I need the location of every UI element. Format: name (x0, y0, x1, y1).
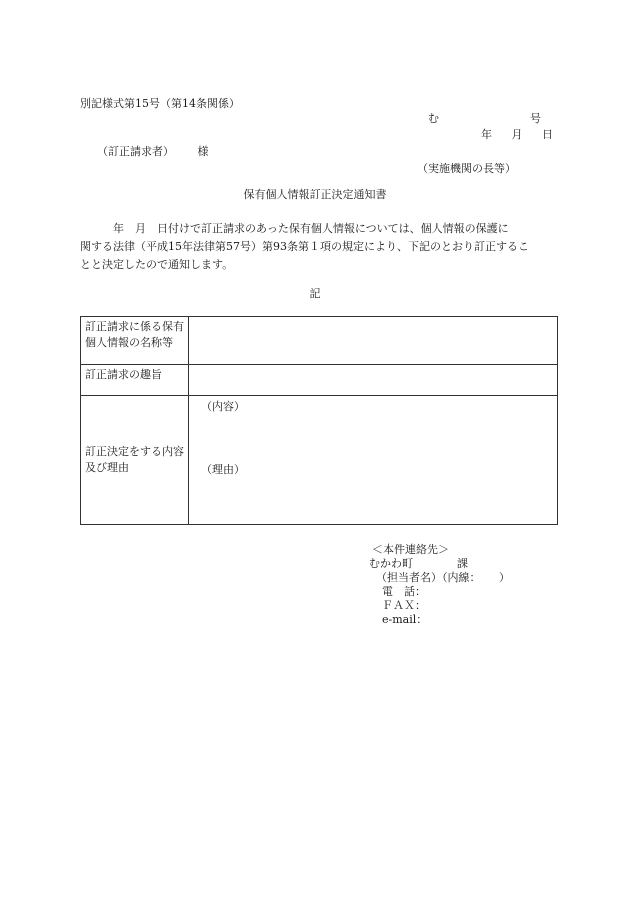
contact-block (369, 543, 510, 627)
date-line (481, 128, 553, 142)
contact-town-line (369, 557, 510, 571)
contact-person: （担当者名）（内線： (376, 571, 475, 584)
date-month: 月 (511, 128, 523, 141)
honorific: 様 (197, 145, 209, 158)
body-line-2: 関する法律（平成15年法律第57号）第93条第１項の規定により、下記のとおり訂正するこ (80, 240, 529, 253)
row1-label: 訂正請求に係る保有個人情報の名称等 (81, 317, 189, 365)
form-number-label: 別記様式第15号（第14条関係） (80, 97, 240, 110)
contact-fax: ＦＡＸ： (382, 599, 426, 612)
number-suffix: 号 (530, 112, 541, 125)
number-prefix: む (428, 112, 439, 125)
body-paragraph (80, 220, 550, 274)
content-label: （内容） (201, 400, 245, 413)
addressee: （訂正請求者） (97, 145, 174, 158)
date-day: 日 (542, 128, 553, 141)
contact-section: 課 (457, 557, 468, 570)
table-row (81, 365, 558, 396)
contact-heading: ＜本件連絡先＞ (372, 543, 449, 556)
addressee-line (97, 145, 209, 159)
body-line-3: とと決定したので通知します。 (80, 258, 234, 271)
row3-label: 訂正決定をする内容及び理由 (81, 396, 189, 525)
contact-extension-close: ） (499, 571, 510, 584)
contact-email: e-mail： (382, 613, 428, 626)
decision-table (80, 316, 558, 525)
contact-phone: 電 話： (382, 585, 426, 598)
table-row (81, 317, 558, 365)
contact-town: むかわ町 (369, 557, 413, 570)
document-title: 保有個人情報訂正決定通知書 (243, 188, 387, 201)
body-line-1: 年 月 日付けで訂正請求のあった保有個人情報については、個人情報の保護に (80, 222, 509, 235)
ki-heading: 記 (309, 287, 321, 300)
row2-value (189, 365, 558, 396)
date-year: 年 (481, 128, 492, 141)
document-number-line (428, 112, 541, 126)
row2-label: 訂正請求の趣旨 (81, 365, 189, 396)
contact-person-line (376, 571, 510, 585)
sender: （実施機関の長等） (417, 162, 516, 175)
row1-value (189, 317, 558, 365)
row3-value (189, 396, 558, 525)
table-row (81, 396, 558, 525)
reason-label: （理由） (201, 463, 245, 476)
